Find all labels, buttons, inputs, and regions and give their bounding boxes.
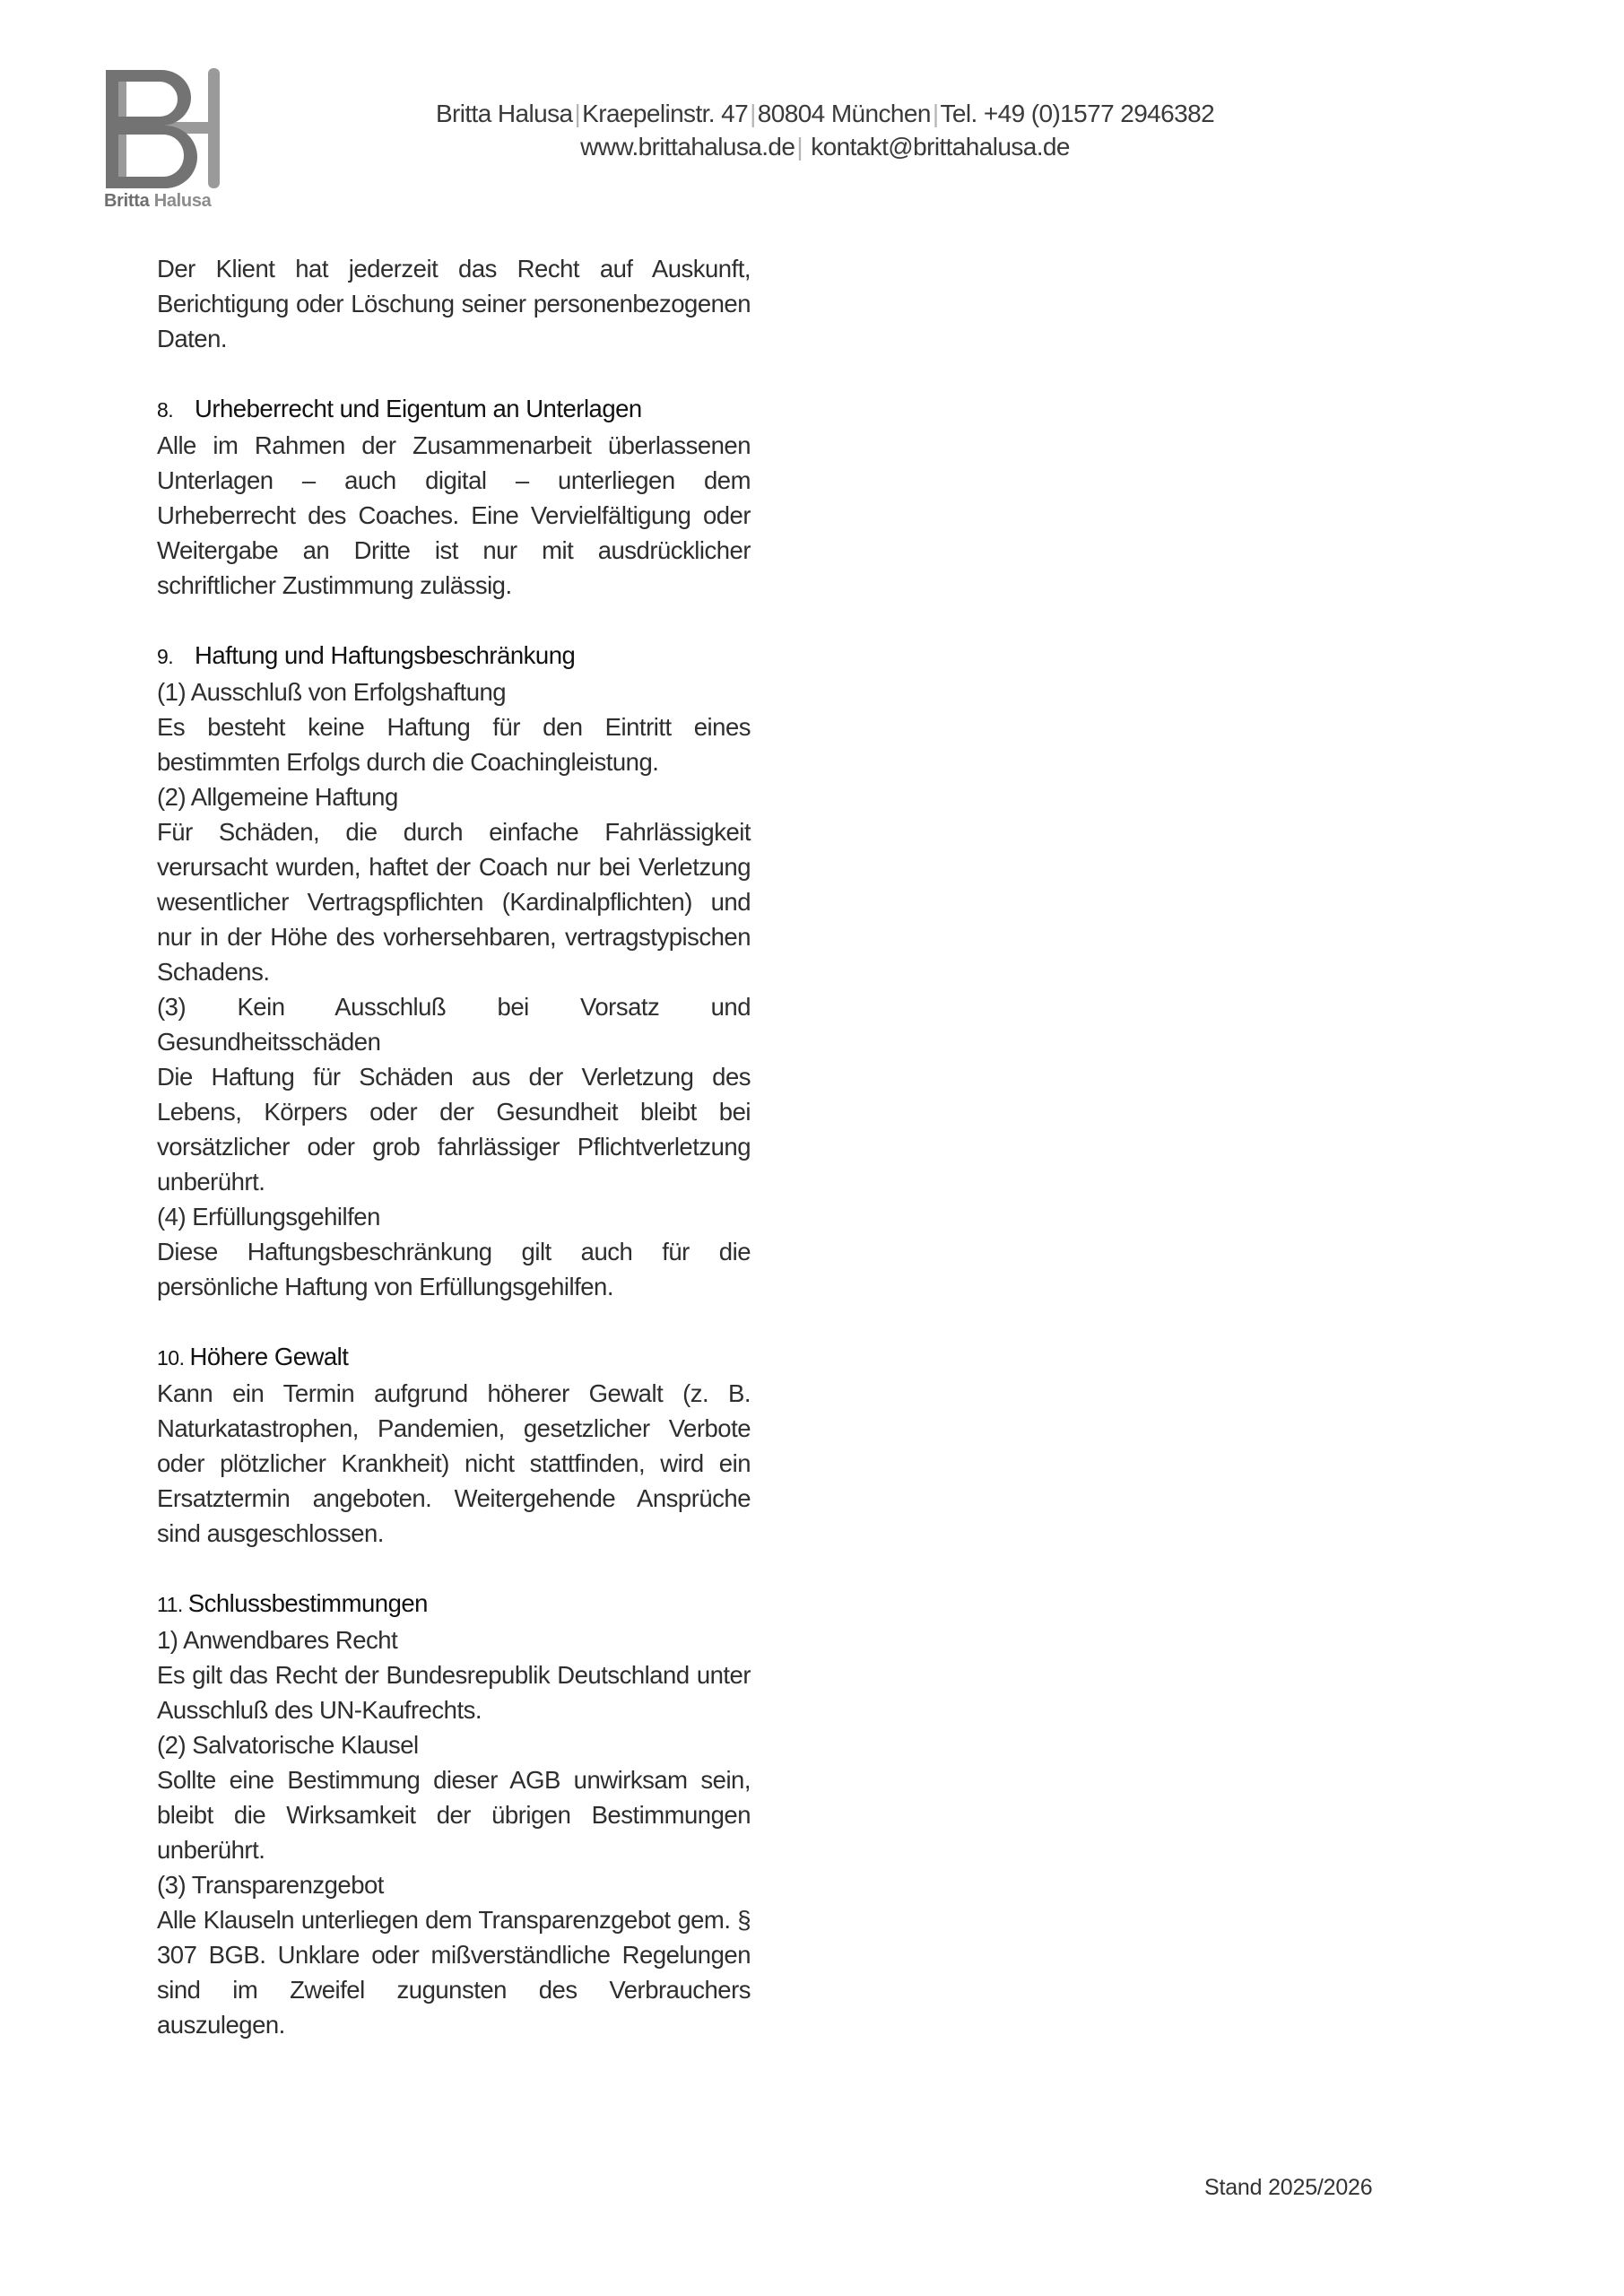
section-paragraph: Diese Haftungsbeschränkung gilt auch für die persönliche Haftung von Erfüllungsgehilfen. <box>157 1238 751 1300</box>
section-paragraph: Sollte eine Bestimmung dieser AGB unwirksam sein, bleibt die Wirksamkeit der übrigen Bestimmungen unberührt. <box>157 1766 751 1864</box>
subsection-label: (2) Allgemeine Haftung <box>157 783 398 811</box>
section-number: 8. <box>157 398 174 422</box>
subsection-label: (4) Erfüllungsgehilfen <box>157 1203 380 1231</box>
section-paragraph: Es gilt das Recht der Bundesrepublik Deutschland unter Ausschluß des UN-Kaufrechts. <box>157 1661 751 1724</box>
contact-street: Kraepelinstr. 47 <box>582 100 749 127</box>
email-link[interactable]: kontakt@brittahalusa.de <box>811 133 1070 161</box>
subsection-label: 1) Anwendbares Recht <box>157 1626 398 1654</box>
section-paragraph: Kann ein Termin aufgrund höherer Gewalt (z. B. Naturkatastrophen, Pandemien, gesetzlicher Verbote oder plötzlicher Krankheit) nicht stattfinden, wird ein Ersatztermin angeboten. Weitergehende Ansprüche sind ausgeschlossen. <box>157 1379 751 1547</box>
document-version-footer: Stand 2025/2026 <box>1204 2175 1373 2200</box>
subsection-label: (1) Ausschluß von Erfolgshaftung <box>157 678 507 706</box>
subsection-label: (2) Salvatorische Klausel <box>157 1731 419 1759</box>
contact-line-2 <box>341 130 1309 163</box>
separator: | <box>932 100 939 127</box>
logo-wordmark <box>104 191 212 212</box>
section-paragraph: Alle im Rahmen der Zusammenarbeit überlassenen Unterlagen – auch digital – unterliegen dem Urheberrecht des Coaches. Eine Vervielfältigung oder Weitergabe an Dritte ist nur mit ausdrücklicher schriftlicher Zustimmung zulässig. <box>157 431 751 599</box>
logo-first-name: Britta <box>104 191 150 211</box>
logo-last-name: Halusa <box>153 191 212 211</box>
section-number: 9. <box>157 645 174 668</box>
section-title: Urheberrecht und Eigentum an Unterlagen <box>195 395 642 422</box>
separator: | <box>574 100 581 127</box>
contact-line-1 <box>341 97 1309 130</box>
website-link[interactable]: www.brittahalusa.de <box>580 133 795 161</box>
letterhead-contact <box>341 97 1309 163</box>
section-paragraph: Für Schäden, die durch einfache Fahrlässigkeit verursacht wurden, haftet der Coach nur bei Verletzung wesentlicher Vertragspflichten (Kardinalpflichten) und nur in der Höhe des vorhersehbaren, vertragstypischen Schadens. <box>157 818 751 986</box>
section-heading-10 <box>157 1339 751 1376</box>
section-title: Schlussbestimmungen <box>187 1589 428 1617</box>
bh-monogram-icon <box>99 63 233 193</box>
section-heading-8 <box>157 391 751 428</box>
brand-logo <box>99 63 233 220</box>
separator: | <box>750 100 756 127</box>
subsection-label: (3) Transparenzgebot <box>157 1871 384 1899</box>
section-number: 11. <box>157 1593 183 1616</box>
intro-paragraph: Der Klient hat jederzeit das Recht auf Auskunft, Berichtigung oder Löschung seiner personenbezogenen Daten. <box>157 255 751 352</box>
section-title: Höhere Gewalt <box>189 1343 349 1370</box>
contact-phone: Tel. +49 (0)1577 2946382 <box>940 100 1215 127</box>
section-title: Haftung und Haftungsbeschränkung <box>195 641 576 669</box>
section-paragraph: Alle Klauseln unterliegen dem Transparenzgebot gem. § 307 BGB. Unklare oder mißverständliche Regelungen sind im Zweifel zugunsten des Verbrauchers auszulegen. <box>157 1906 751 2039</box>
contact-city: 80804 München <box>757 100 931 127</box>
section-paragraph: Es besteht keine Haftung für den Eintritt eines bestimmten Erfolgs durch die Coachingleistung. <box>157 713 751 776</box>
section-number: 10. <box>157 1346 185 1370</box>
separator: | <box>796 133 803 161</box>
contact-name: Britta Halusa <box>435 100 573 127</box>
section-heading-9 <box>157 638 751 674</box>
subsection-label: (3) Kein Ausschluß bei Vorsatz und Gesundheitsschäden <box>157 993 751 1056</box>
document-body <box>157 251 751 2042</box>
section-heading-11 <box>157 1586 751 1622</box>
section-paragraph: Die Haftung für Schäden aus der Verletzung des Lebens, Körpers oder der Gesundheit bleibt bei vorsätzlicher oder grob fahrlässiger Pflichtverletzung unberührt. <box>157 1063 751 1196</box>
